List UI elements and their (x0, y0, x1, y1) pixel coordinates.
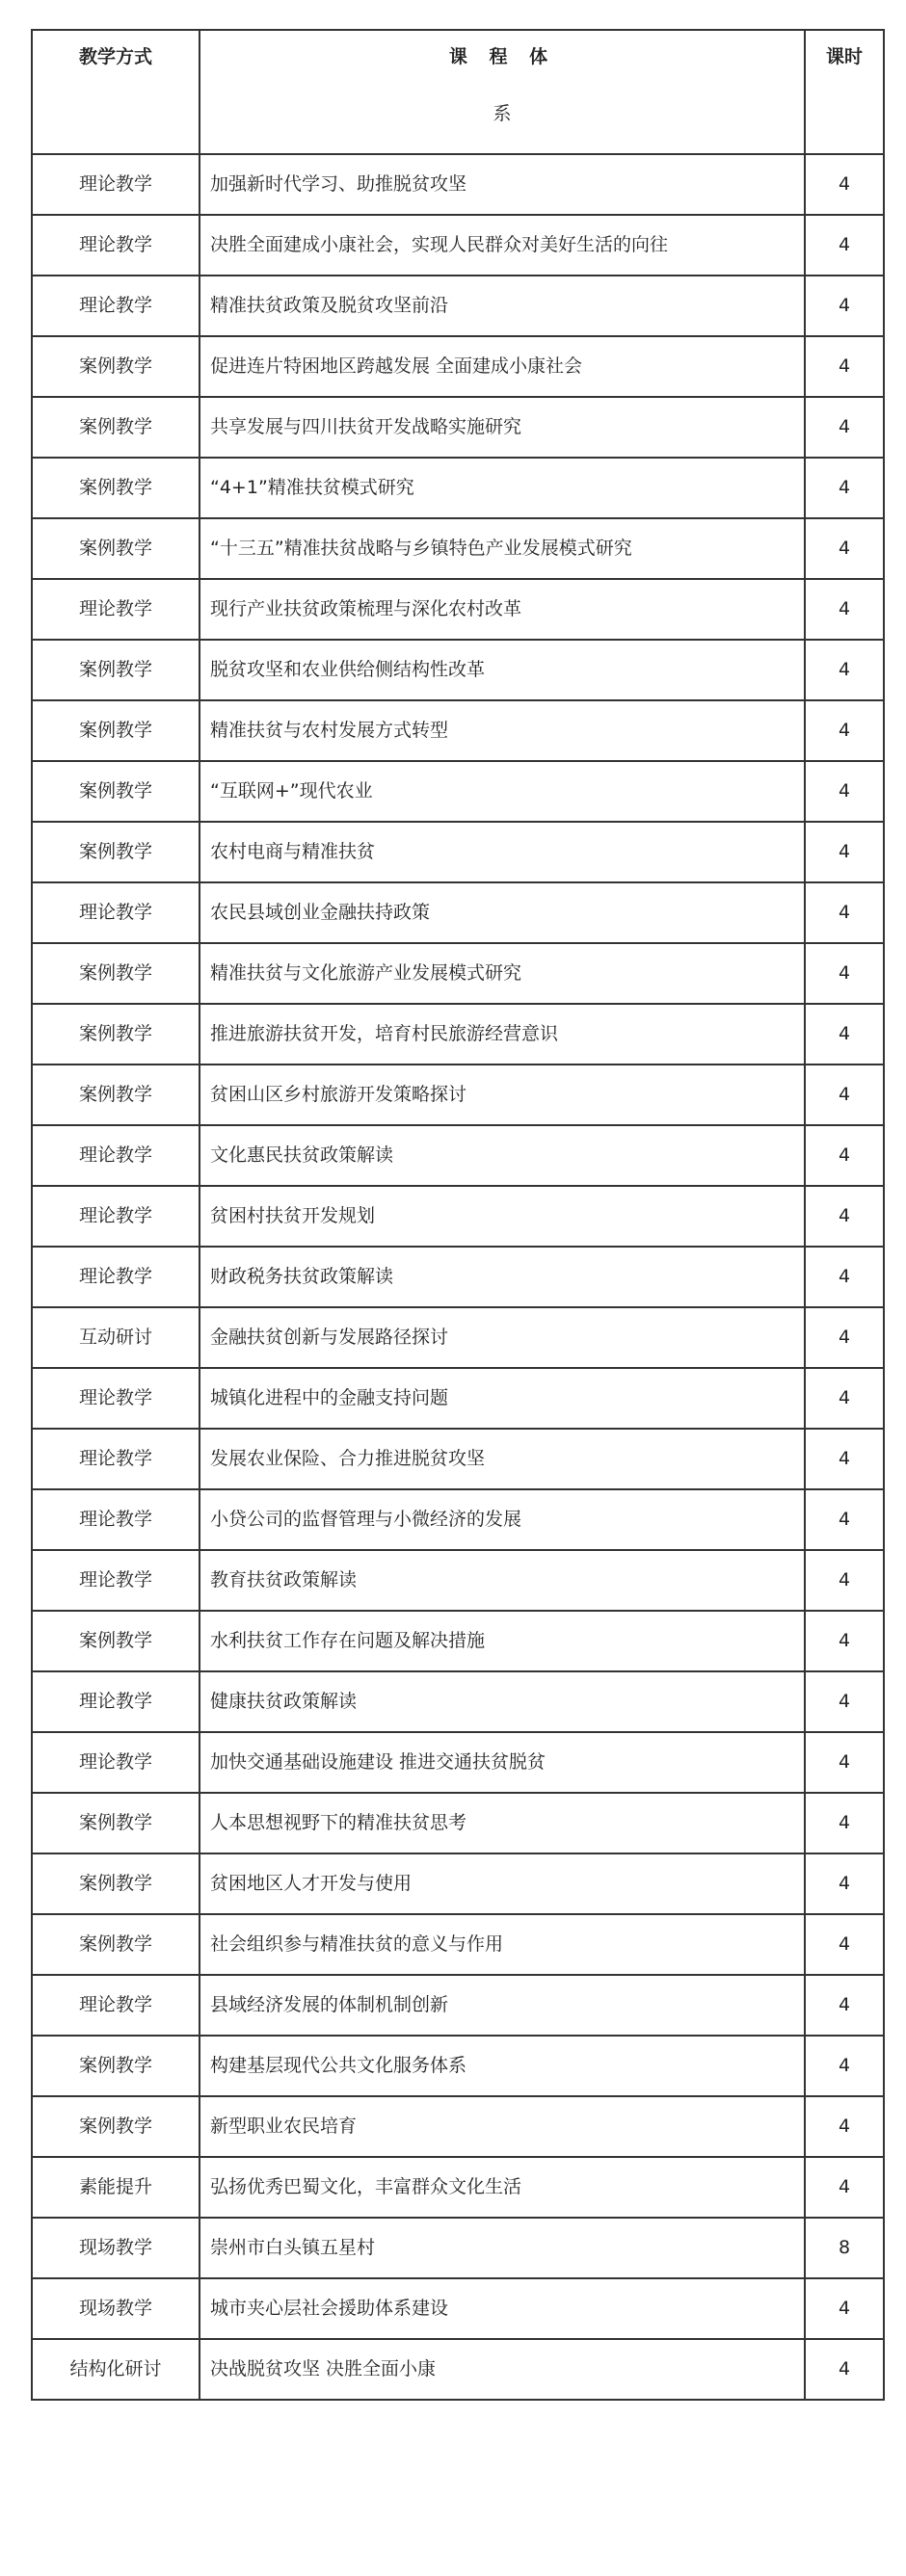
table-row (32, 2218, 884, 2278)
table-row (32, 2157, 884, 2218)
teaching-method-cell: 案例教学 (32, 700, 200, 761)
table-row (32, 1065, 884, 1125)
course-name-cell: 小贷公司的监督管理与小微经济的发展 (200, 1489, 805, 1550)
table-row (32, 1489, 884, 1550)
course-name-cell: 脱贫攻坚和农业供给侧结构性改革 (200, 640, 805, 700)
teaching-method-cell: 理论教学 (32, 882, 200, 943)
table-row (32, 1975, 884, 2036)
hours-cell: 4 (805, 1914, 884, 1975)
table-row (32, 2036, 884, 2096)
teaching-method-cell: 案例教学 (32, 943, 200, 1004)
teaching-method-cell: 理论教学 (32, 1732, 200, 1793)
hours-cell: 4 (805, 1671, 884, 1732)
teaching-method-cell: 理论教学 (32, 1671, 200, 1732)
course-name-cell: 财政税务扶贫政策解读 (200, 1247, 805, 1307)
teaching-method-cell: 案例教学 (32, 1793, 200, 1853)
hours-cell: 4 (805, 1186, 884, 1247)
teaching-method-cell: 理论教学 (32, 1186, 200, 1247)
course-name-cell: “互联网+”现代农业 (200, 761, 805, 822)
hours-cell: 4 (805, 1247, 884, 1307)
course-name-cell: 健康扶贫政策解读 (200, 1671, 805, 1732)
header-course-system-line1: 课 程 体 (448, 46, 556, 67)
teaching-method-cell: 案例教学 (32, 822, 200, 882)
course-name-cell: 贫困村扶贫开发规划 (200, 1186, 805, 1247)
hours-cell: 4 (805, 276, 884, 336)
course-name-cell: 文化惠民扶贫政策解读 (200, 1125, 805, 1186)
course-name-cell: 加强新时代学习、助推脱贫攻坚 (200, 154, 805, 215)
course-name-cell: 现行产业扶贫政策梳理与深化农村改革 (200, 579, 805, 640)
teaching-method-cell: 案例教学 (32, 1611, 200, 1671)
hours-cell: 4 (805, 1611, 884, 1671)
teaching-method-cell: 案例教学 (32, 2036, 200, 2096)
table-row (32, 397, 884, 458)
hours-cell: 4 (805, 1307, 884, 1368)
hours-cell: 4 (805, 579, 884, 640)
table-row (32, 1732, 884, 1793)
teaching-method-cell: 案例教学 (32, 2096, 200, 2157)
table-row (32, 882, 884, 943)
table-row (32, 579, 884, 640)
hours-cell: 4 (805, 1368, 884, 1429)
teaching-method-cell: 案例教学 (32, 1065, 200, 1125)
teaching-method-cell: 案例教学 (32, 518, 200, 579)
course-name-cell: 精准扶贫与农村发展方式转型 (200, 700, 805, 761)
hours-cell: 4 (805, 2036, 884, 2096)
teaching-method-cell: 理论教学 (32, 1429, 200, 1489)
teaching-method-cell: 案例教学 (32, 640, 200, 700)
table-row (32, 700, 884, 761)
table-row (32, 640, 884, 700)
table-row (32, 1793, 884, 1853)
teaching-method-cell: 案例教学 (32, 1914, 200, 1975)
course-name-cell: 城镇化进程中的金融支持问题 (200, 1368, 805, 1429)
teaching-method-cell: 案例教学 (32, 336, 200, 397)
course-name-cell: “4+1”精准扶贫模式研究 (200, 458, 805, 518)
table-row (32, 1550, 884, 1611)
table-row (32, 154, 884, 215)
teaching-method-cell: 理论教学 (32, 579, 200, 640)
teaching-method-cell: 案例教学 (32, 397, 200, 458)
hours-cell: 4 (805, 761, 884, 822)
teaching-method-cell: 互动研讨 (32, 1307, 200, 1368)
teaching-method-cell: 理论教学 (32, 215, 200, 276)
teaching-method-cell: 结构化研讨 (32, 2339, 200, 2400)
course-name-cell: 社会组织参与精准扶贫的意义与作用 (200, 1914, 805, 1975)
course-name-cell: 构建基层现代公共文化服务体系 (200, 2036, 805, 2096)
hours-cell: 4 (805, 1065, 884, 1125)
hours-cell: 4 (805, 458, 884, 518)
table-row (32, 761, 884, 822)
course-name-cell: 人本思想视野下的精准扶贫思考 (200, 1793, 805, 1853)
table-row (32, 2096, 884, 2157)
teaching-method-cell: 理论教学 (32, 1550, 200, 1611)
teaching-method-cell: 理论教学 (32, 1125, 200, 1186)
course-name-cell: 共享发展与四川扶贫开发战略实施研究 (200, 397, 805, 458)
hours-cell: 4 (805, 2339, 884, 2400)
course-name-cell: 决胜全面建成小康社会，实现人民群众对美好生活的向往 (200, 215, 805, 276)
hours-cell: 4 (805, 2278, 884, 2339)
course-table (31, 29, 885, 2401)
course-name-cell: 弘扬优秀巴蜀文化，丰富群众文化生活 (200, 2157, 805, 2218)
teaching-method-cell: 案例教学 (32, 761, 200, 822)
course-name-cell: 促进连片特困地区跨越发展 全面建成小康社会 (200, 336, 805, 397)
course-name-cell: 推进旅游扶贫开发，培育村民旅游经营意识 (200, 1004, 805, 1065)
course-name-cell: 教育扶贫政策解读 (200, 1550, 805, 1611)
teaching-method-cell: 理论教学 (32, 154, 200, 215)
hours-cell: 8 (805, 2218, 884, 2278)
teaching-method-cell: 案例教学 (32, 458, 200, 518)
hours-cell: 4 (805, 2096, 884, 2157)
hours-cell: 4 (805, 1975, 884, 2036)
table-row (32, 276, 884, 336)
hours-cell: 4 (805, 1793, 884, 1853)
header-course-system (200, 30, 805, 154)
course-name-cell: 贫困地区人才开发与使用 (200, 1853, 805, 1914)
table-row (32, 1429, 884, 1489)
course-name-cell: 新型职业农民培育 (200, 2096, 805, 2157)
teaching-method-cell: 理论教学 (32, 1975, 200, 2036)
teaching-method-cell: 现场教学 (32, 2218, 200, 2278)
teaching-method-cell: 现场教学 (32, 2278, 200, 2339)
table-row (32, 518, 884, 579)
hours-cell: 4 (805, 1732, 884, 1793)
hours-cell: 4 (805, 518, 884, 579)
hours-cell: 4 (805, 2157, 884, 2218)
hours-cell: 4 (805, 1853, 884, 1914)
course-name-cell: 县域经济发展的体制机制创新 (200, 1975, 805, 2036)
hours-cell: 4 (805, 397, 884, 458)
hours-cell: 4 (805, 336, 884, 397)
table-row (32, 336, 884, 397)
table-row (32, 1368, 884, 1429)
table-row (32, 822, 884, 882)
table-body (32, 154, 884, 2400)
course-name-cell: 精准扶贫政策及脱贫攻坚前沿 (200, 276, 805, 336)
header-row (32, 30, 884, 154)
course-name-cell: 加快交通基础设施建设 推进交通扶贫脱贫 (200, 1732, 805, 1793)
course-name-cell: 崇州市白头镇五星村 (200, 2218, 805, 2278)
hours-cell: 4 (805, 154, 884, 215)
course-name-cell: 贫困山区乡村旅游开发策略探讨 (200, 1065, 805, 1125)
header-course-system-line2: 系 (493, 102, 512, 124)
header-teaching-method: 教学方式 (32, 30, 200, 154)
table-header (32, 30, 884, 154)
hours-cell: 4 (805, 882, 884, 943)
course-name-cell: 农民县域创业金融扶持政策 (200, 882, 805, 943)
course-name-cell: 精准扶贫与文化旅游产业发展模式研究 (200, 943, 805, 1004)
table-row (32, 1307, 884, 1368)
hours-cell: 4 (805, 943, 884, 1004)
table-row (32, 943, 884, 1004)
teaching-method-cell: 理论教学 (32, 1368, 200, 1429)
hours-cell: 4 (805, 1429, 884, 1489)
hours-cell: 4 (805, 640, 884, 700)
hours-cell: 4 (805, 1550, 884, 1611)
teaching-method-cell: 案例教学 (32, 1004, 200, 1065)
hours-cell: 4 (805, 1004, 884, 1065)
course-name-cell: 城市夹心层社会援助体系建设 (200, 2278, 805, 2339)
teaching-method-cell: 案例教学 (32, 1853, 200, 1914)
teaching-method-cell: 理论教学 (32, 1247, 200, 1307)
table-row (32, 1247, 884, 1307)
table-row (32, 2339, 884, 2400)
course-name-cell: “十三五”精准扶贫战略与乡镇特色产业发展模式研究 (200, 518, 805, 579)
teaching-method-cell: 素能提升 (32, 2157, 200, 2218)
table-row (32, 1671, 884, 1732)
teaching-method-cell: 理论教学 (32, 1489, 200, 1550)
course-name-cell: 金融扶贫创新与发展路径探讨 (200, 1307, 805, 1368)
table-row (32, 1186, 884, 1247)
table-row (32, 215, 884, 276)
table-row (32, 1914, 884, 1975)
course-name-cell: 农村电商与精准扶贫 (200, 822, 805, 882)
hours-cell: 4 (805, 822, 884, 882)
course-name-cell: 发展农业保险、合力推进脱贫攻坚 (200, 1429, 805, 1489)
table-row (32, 1611, 884, 1671)
hours-cell: 4 (805, 1125, 884, 1186)
hours-cell: 4 (805, 215, 884, 276)
hours-cell: 4 (805, 700, 884, 761)
hours-cell: 4 (805, 1489, 884, 1550)
table-row (32, 1125, 884, 1186)
table-row (32, 1853, 884, 1914)
course-name-cell: 水利扶贫工作存在问题及解决措施 (200, 1611, 805, 1671)
table-row (32, 2278, 884, 2339)
course-name-cell: 决战脱贫攻坚 决胜全面小康 (200, 2339, 805, 2400)
header-hours: 课时 (805, 30, 884, 154)
table-row (32, 458, 884, 518)
teaching-method-cell: 理论教学 (32, 276, 200, 336)
table-row (32, 1004, 884, 1065)
